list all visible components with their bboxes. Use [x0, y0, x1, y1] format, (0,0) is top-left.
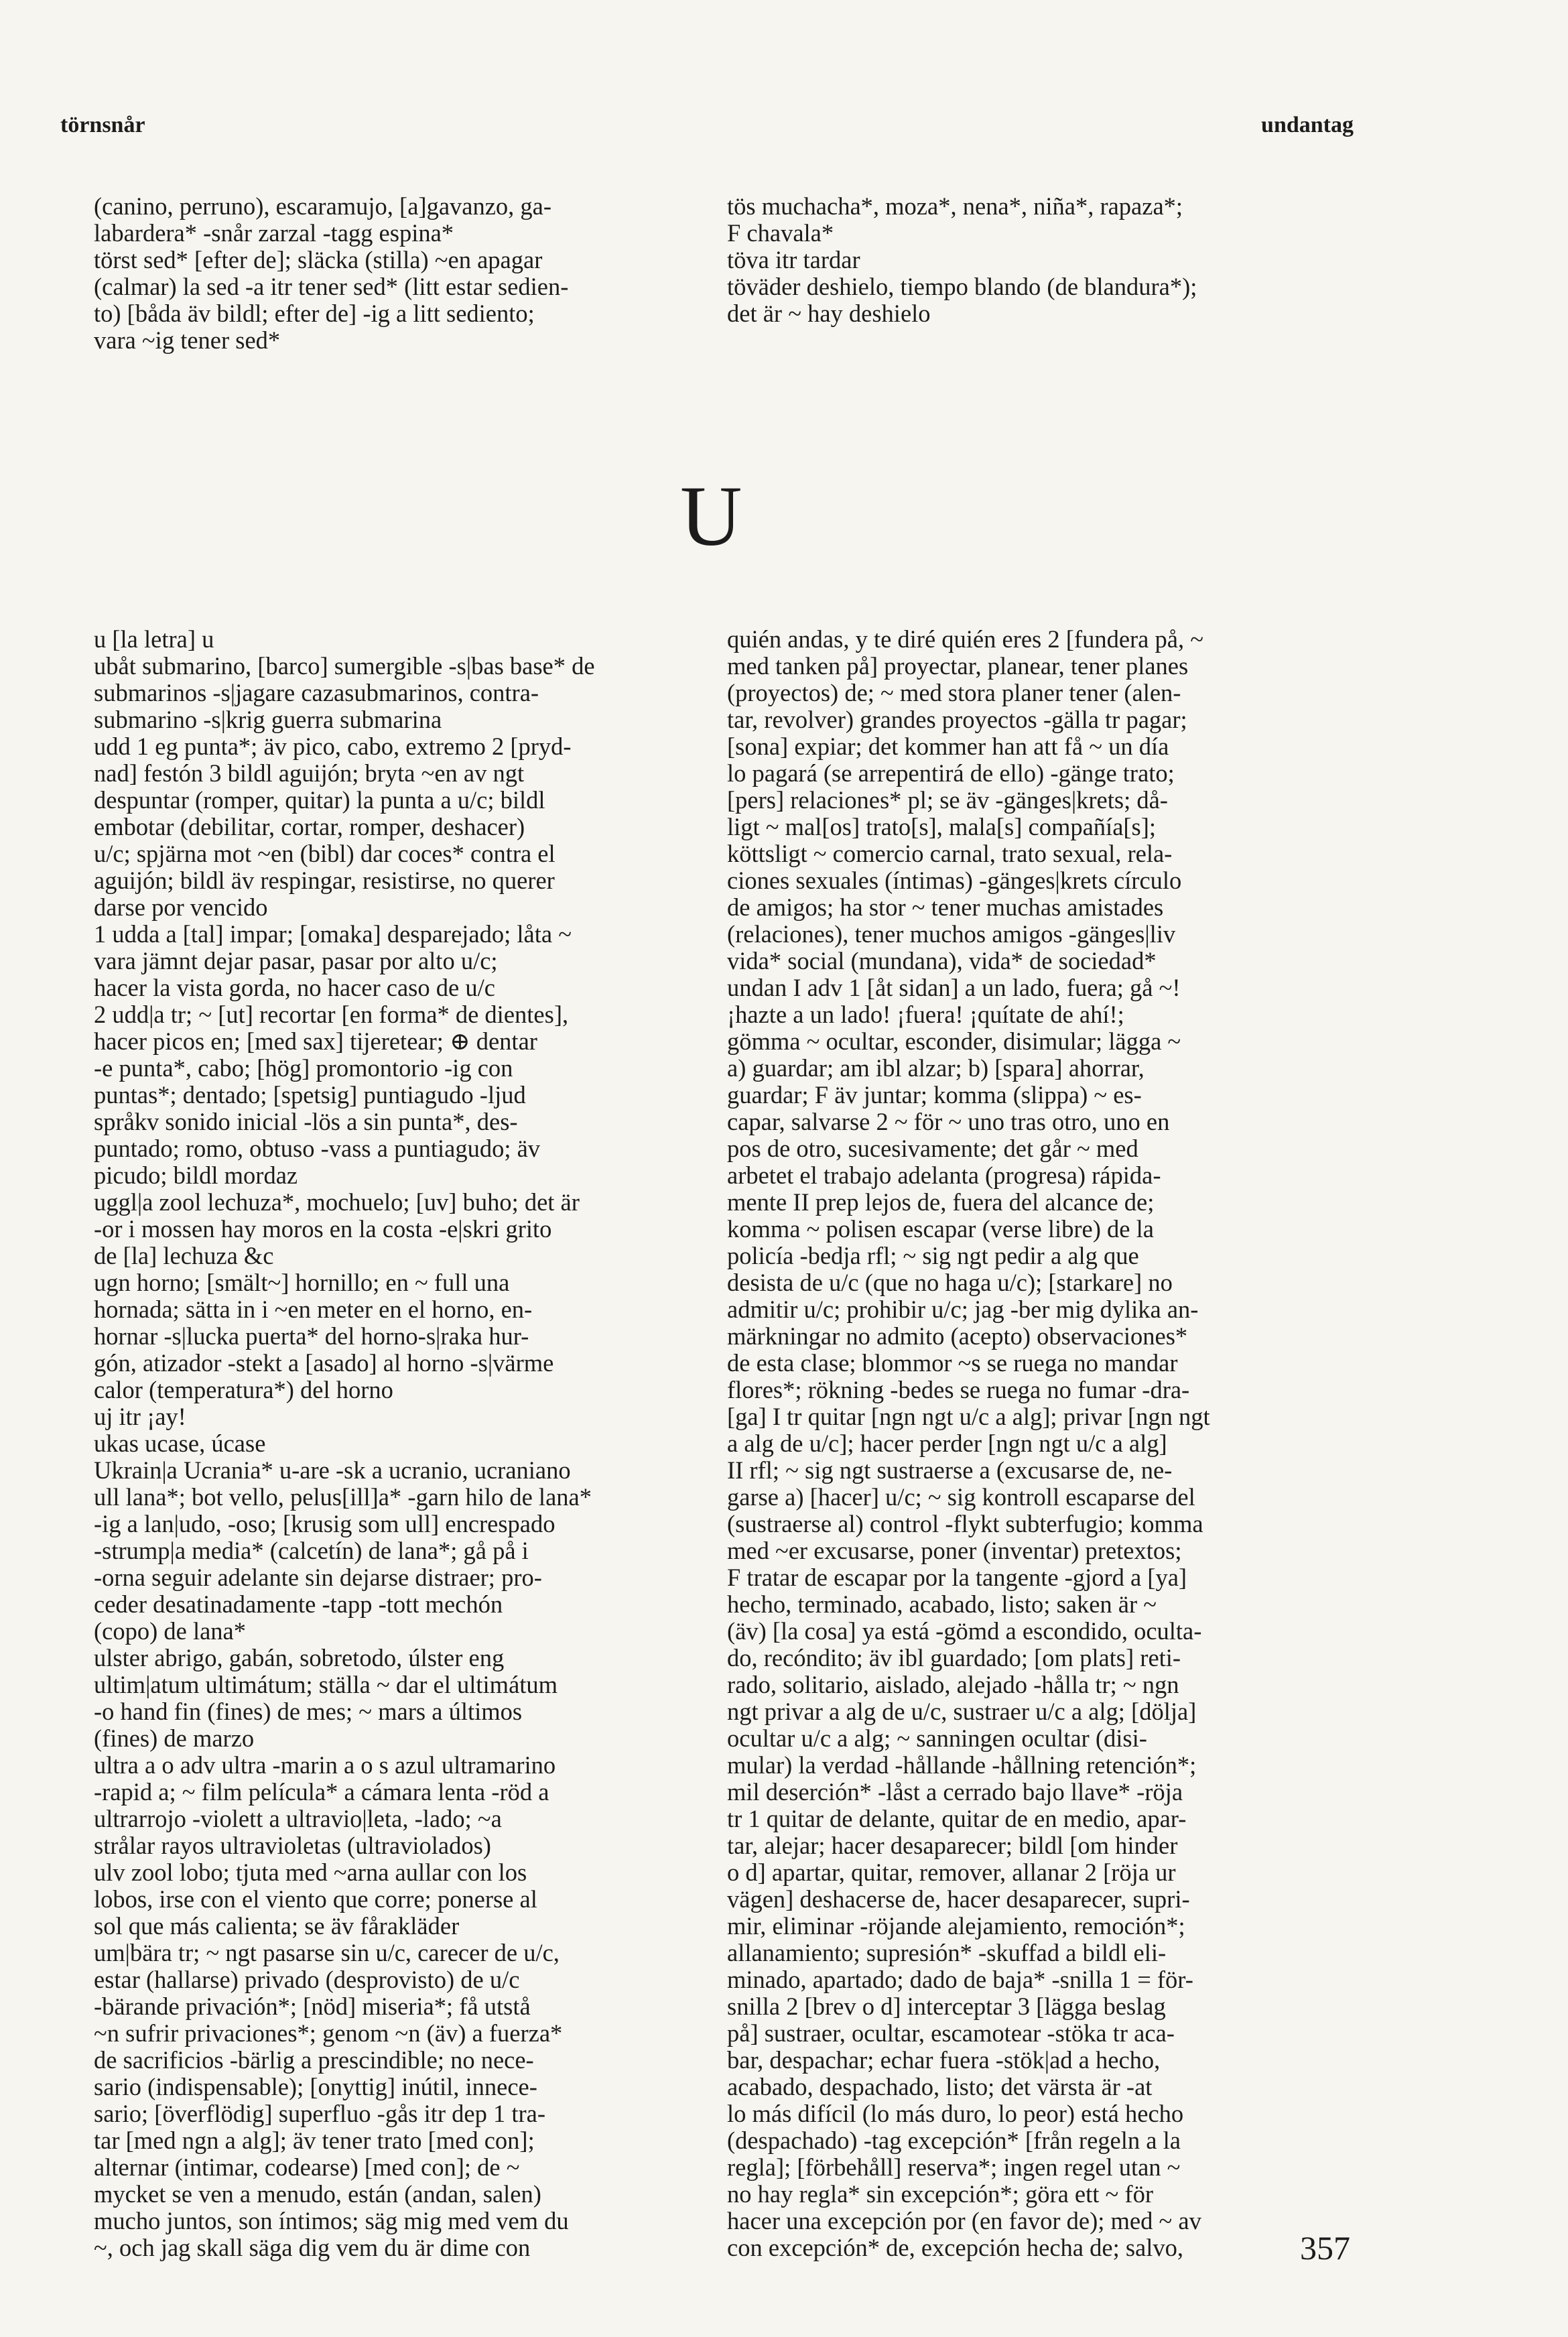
text-line: [sona] expiar; det kommer han att få ~ un día: [727, 733, 1169, 760]
text-line: sario; [överflödig] superfluo -gås itr dep 1 tra-: [94, 2100, 546, 2127]
text-line: to) [båda äv bildl; efter de] -ig a litt sediento;: [94, 300, 535, 327]
text-line: de [la] lechuza &c: [94, 1242, 274, 1269]
text-line: hacer picos en; [med sax] tijeretear; ⊕ dentar: [94, 1027, 537, 1055]
text-line: o d] apartar, quitar, remover, allanar 2 [röja ur: [727, 1858, 1176, 1886]
header-right-guideword: undantag: [1261, 113, 1354, 137]
text-line: ceder desatinadamente -tapp -tott mechón: [94, 1590, 503, 1618]
text-line: minado, apartado; dado de baja* -snilla 1 = för-: [727, 1966, 1193, 1993]
text-line: ukas ucase, úcase: [94, 1430, 266, 1457]
text-line: submarinos -s|jagare cazasubmarinos, contra-: [94, 679, 539, 706]
text-line: undan I adv 1 [åt sidan] a un lado, fuera; gå ~!: [727, 974, 1181, 1001]
text-line: (sustraerse al) control -flykt subterfugio; komma: [727, 1510, 1203, 1537]
page-header: [0, 113, 1568, 146]
text-line: det är ~ hay deshielo: [727, 300, 931, 327]
text-line: con excepción* de, excepción hecha de; salvo,: [727, 2234, 1184, 2261]
text-line: mular) la verdad -hållande -hållning retención*;: [727, 1751, 1197, 1779]
text-line: udd 1 eg punta*; äv pico, cabo, extremo 2 [pryd-: [94, 733, 572, 760]
text-line: bar, despachar; echar fuera -stök|ad a hecho,: [727, 2046, 1161, 2074]
text-line: sario (indispensable); [onyttig] inútil, innece-: [94, 2073, 537, 2100]
text-line: darse por vencido: [94, 893, 268, 921]
text-line: allanamiento; supresión* -skuffad a bildl eli-: [727, 1939, 1167, 1966]
text-line: quién andas, y te diré quién eres 2 [fundera på, ~: [727, 625, 1203, 653]
text-line: alternar (intimar, codearse) [med con]; de ~: [94, 2153, 520, 2181]
text-line: ~n sufrir privaciones*; genom ~n (äv) a fuerza*: [94, 2019, 563, 2047]
column-lower-right: [727, 626, 1210, 2261]
text-line: uj itr ¡ay!: [94, 1403, 186, 1430]
text-line: töväder deshielo, tiempo blando (de blandura*);: [727, 273, 1197, 300]
text-line: ulv zool lobo; tjuta med ~arna aullar con los: [94, 1858, 527, 1886]
text-line: sol que más calienta; se äv fårakläder: [94, 1912, 460, 1940]
header-left-guideword: törnsnår: [60, 113, 145, 137]
text-line: lo pagará (se arrepentirá de ello) -gänge trato;: [727, 759, 1175, 787]
text-line: ull lana*; bot vello, pelus[ill]a* -garn hilo de lana*: [94, 1483, 592, 1511]
text-line: -o hand fin (fines) de mes; ~ mars a últimos: [94, 1698, 523, 1725]
text-line: (calmar) la sed -a itr tener sed* (litt estar sedien-: [94, 273, 569, 300]
text-line: (relaciones), tener muchos amigos -gänges|liv: [727, 920, 1176, 948]
text-line: 2 udd|a tr; ~ [ut] recortar [en forma* de dientes],: [94, 1001, 569, 1028]
text-line: (proyectos) de; ~ med stora planer tener (alen-: [727, 679, 1181, 706]
text-line: submarino -s|krig guerra submarina: [94, 706, 442, 733]
text-line: mir, eliminar -röjande alejamiento, remoción*;: [727, 1912, 1185, 1940]
text-line: -strump|a media* (calcetín) de lana*; gå på i: [94, 1537, 529, 1564]
text-line: admitir u/c; prohibir u/c; jag -ber mig dylika an-: [727, 1296, 1199, 1323]
text-line: F chavala*: [727, 219, 834, 247]
text-line: uggl|a zool lechuza*, mochuelo; [uv] buho; det är: [94, 1188, 580, 1216]
text-line: ultim|atum ultimátum; ställa ~ dar el ultimátum: [94, 1671, 558, 1698]
text-line: märkningar no admito (acepto) observaciones*: [727, 1322, 1188, 1350]
text-line: tös muchacha*, moza*, nena*, niña*, rapaza*;: [727, 192, 1183, 220]
text-line: policía -bedja rfl; ~ sig ngt pedir a alg que: [727, 1242, 1139, 1269]
text-line: capar, salvarse 2 ~ för ~ uno tras otro, uno en: [727, 1108, 1170, 1135]
text-line: hornada; sätta in i ~en meter en el horno, en-: [94, 1296, 533, 1323]
text-line: acabado, despachado, listo; det värsta är -at: [727, 2073, 1153, 2100]
text-line: ulster abrigo, gabán, sobretodo, úlster eng: [94, 1644, 505, 1671]
text-line: lo más difícil (lo más duro, lo peor) está hecho: [727, 2100, 1184, 2127]
column-top-left: [94, 193, 568, 354]
text-line: köttsligt ~ comercio carnal, trato sexual, rela-: [727, 840, 1173, 867]
text-line: hacer una excepción por (en favor de); med ~ av: [727, 2207, 1201, 2234]
column-top-right: [727, 193, 1197, 327]
text-line: ~, och jag skall säga dig vem du är dime con: [94, 2234, 531, 2261]
text-line: mycket se ven a menudo, están (andan, salen): [94, 2180, 541, 2208]
text-line: vara jämnt dejar pasar, pasar por alto u/c;: [94, 947, 498, 974]
text-line: regla]; [förbehåll] reserva*; ingen regel utan ~: [727, 2153, 1181, 2181]
section-letter: U: [680, 468, 742, 564]
text-line: tar, revolver) grandes proyectos -gälla tr pagar;: [727, 706, 1187, 733]
text-line: vägen] deshacerse de, hacer desaparecer, supri-: [727, 1885, 1190, 1913]
text-line: [ga] I tr quitar [ngn ngt u/c a alg]; privar [ngn ngt: [727, 1403, 1210, 1430]
text-line: 1 udda a [tal] impar; [omaka] desparejado; låta ~: [94, 920, 572, 948]
text-line: [pers] relaciones* pl; se äv -gänges|krets; då-: [727, 786, 1168, 814]
text-line: -e punta*, cabo; [hög] promontorio -ig con: [94, 1054, 513, 1082]
text-line: gömma ~ ocultar, esconder, disimular; lägga ~: [727, 1027, 1181, 1055]
text-line: hacer la vista gorda, no hacer caso de u/c: [94, 974, 495, 1001]
text-line: tar [med ngn a alg]; äv tener trato [med con];: [94, 2127, 535, 2154]
text-line: ciones sexuales (íntimas) -gänges|krets círculo: [727, 867, 1182, 894]
text-line: (fines) de marzo: [94, 1724, 255, 1752]
text-line: på] sustraer, ocultar, escamotear -stöka tr aca-: [727, 2019, 1175, 2047]
text-line: vida* social (mundana), vida* de sociedad*: [727, 947, 1157, 974]
text-line: ubåt submarino, [barco] sumergible -s|bas base* de: [94, 652, 595, 680]
text-line: calor (temperatura*) del horno: [94, 1376, 393, 1403]
text-line: de esta clase; blommor ~s se ruega no mandar: [727, 1349, 1178, 1377]
text-line: u/c; spjärna mot ~en (bibl) dar coces* contra el: [94, 840, 556, 867]
text-line: um|bära tr; ~ ngt pasarse sin u/c, carecer de u/c,: [94, 1939, 560, 1966]
text-line: pos de otro, sucesivamente; det går ~ med: [727, 1135, 1138, 1162]
text-line: F tratar de escapar por la tangente -gjord a [ya]: [727, 1564, 1187, 1591]
text-line: guardar; F äv juntar; komma (slippa) ~ es-: [727, 1081, 1142, 1109]
text-line: Ukrain|a Ucrania* u-are -sk a ucranio, ucraniano: [94, 1456, 571, 1484]
text-line: vara ~ig tener sed*: [94, 326, 281, 354]
text-line: puntas*; dentado; [spetsig] puntiagudo -ljud: [94, 1081, 526, 1109]
text-line: despuntar (romper, quitar) la punta a u/c; bildl: [94, 786, 545, 814]
text-line: ¡hazte a un lado! ¡fuera! ¡quítate de ahí!;: [727, 1001, 1124, 1028]
text-line: aguijón; bildl äv respingar, resistirse, no querer: [94, 867, 555, 894]
text-line: -orna seguir adelante sin dejarse distraer; pro-: [94, 1564, 542, 1591]
text-line: II rfl; ~ sig ngt sustraerse a (excusarse de, ne-: [727, 1456, 1173, 1484]
text-line: med ~er excusarse, poner (inventar) pretextos;: [727, 1537, 1182, 1564]
text-line: estar (hallarse) privado (desprovisto) de u/c: [94, 1966, 520, 1993]
text-line: ugn horno; [smält~] hornillo; en ~ full una: [94, 1269, 510, 1296]
text-line: ultrarrojo -violett a ultravio|leta, -lado; ~a: [94, 1805, 502, 1832]
text-line: embotar (debilitar, cortar, romper, deshacer): [94, 813, 525, 840]
text-line: strålar rayos ultravioletas (ultraviolados): [94, 1832, 491, 1859]
text-line: labardera* -snår zarzal -tagg espina*: [94, 219, 454, 247]
text-line: a alg de u/c]; hacer perder [ngn ngt u/c a alg]: [727, 1430, 1167, 1457]
text-line: -bärande privación*; [nöd] miseria*; få utstå: [94, 1993, 531, 2020]
text-line: mente II prep lejos de, fuera del alcance de;: [727, 1188, 1155, 1216]
text-line: (copo) de lana*: [94, 1617, 247, 1645]
text-line: gón, atizador -stekt a [asado] al horno -s|värme: [94, 1349, 554, 1377]
text-line: puntado; romo, obtuso -vass a puntiagudo; äv: [94, 1135, 541, 1162]
text-line: (äv) [la cosa] ya está -gömd a escondido, oculta-: [727, 1617, 1202, 1645]
text-line: desista de u/c (que no haga u/c); [starkare] no: [727, 1269, 1173, 1296]
text-line: -rapid a; ~ film película* a cámara lenta -röd a: [94, 1778, 549, 1806]
text-line: språkv sonido inicial -lös a sin punta*, des-: [94, 1108, 518, 1135]
text-line: komma ~ polisen escapar (verse libre) de la: [727, 1215, 1154, 1243]
text-line: garse a) [hacer] u/c; ~ sig kontroll escaparse del: [727, 1483, 1195, 1511]
column-lower-left: [94, 626, 595, 2261]
text-line: (despachado) -tag excepción* [från regeln a la: [727, 2127, 1181, 2154]
text-line: de sacrificios -bärlig a prescindible; no nece-: [94, 2046, 534, 2074]
text-line: nad] festón 3 bildl aguijón; bryta ~en av ngt: [94, 759, 525, 787]
text-line: hornar -s|lucka puerta* del horno-s|raka hur-: [94, 1322, 529, 1350]
text-line: no hay regla* sin excepción*; göra ett ~ för: [727, 2180, 1153, 2208]
text-line: (canino, perruno), escaramujo, [a]gavanzo, ga-: [94, 192, 552, 220]
text-line: ligt ~ mal[os] trato[s], mala[s] compañía[s];: [727, 813, 1157, 840]
text-line: hecho, terminado, acabado, listo; saken är ~: [727, 1590, 1157, 1618]
text-line: flores*; rökning -bedes se ruega no fumar -dra-: [727, 1376, 1190, 1403]
text-line: u [la letra] u: [94, 625, 214, 653]
text-line: ocultar u/c a alg; ~ sanningen ocultar (disi-: [727, 1724, 1147, 1752]
text-line: -ig a lan|udo, -oso; [krusig som ull] encrespado: [94, 1510, 556, 1537]
text-line: törst sed* [efter de]; släcka (stilla) ~en apagar: [94, 246, 543, 273]
text-line: lobos, irse con el viento que corre; ponerse al: [94, 1885, 537, 1913]
text-line: a) guardar; am ibl alzar; b) [spara] ahorrar,: [727, 1054, 1145, 1082]
text-line: -or i mossen hay moros en la costa -e|skri grito: [94, 1215, 552, 1243]
text-line: töva itr tardar: [727, 246, 860, 273]
text-line: tr 1 quitar de delante, quitar de en medio, apar-: [727, 1805, 1187, 1832]
text-line: snilla 2 [brev o d] interceptar 3 [lägga beslag: [727, 1993, 1166, 2020]
text-line: med tanken på] proyectar, planear, tener planes: [727, 652, 1189, 680]
text-line: do, recóndito; äv ibl guardado; [om plats] reti-: [727, 1644, 1181, 1671]
text-line: mucho juntos, son íntimos; säg mig med vem du: [94, 2207, 569, 2234]
page-number: 357: [1300, 2229, 1350, 2267]
text-line: mil deserción* -låst a cerrado bajo llave* -röja: [727, 1778, 1183, 1806]
text-line: rado, solitario, aislado, alejado -hålla tr; ~ ngn: [727, 1671, 1179, 1698]
text-line: de amigos; ha stor ~ tener muchas amistades: [727, 893, 1164, 921]
text-line: tar, alejar; hacer desaparecer; bildl [om hinder: [727, 1832, 1178, 1859]
text-line: ngt privar a alg de u/c, sustraer u/c a alg; [dölja]: [727, 1698, 1197, 1725]
text-line: ultra a o adv ultra -marin a o s azul ultramarino: [94, 1751, 556, 1779]
text-line: picudo; bildl mordaz: [94, 1161, 298, 1189]
text-line: arbetet el trabajo adelanta (progresa) rápida-: [727, 1161, 1161, 1189]
